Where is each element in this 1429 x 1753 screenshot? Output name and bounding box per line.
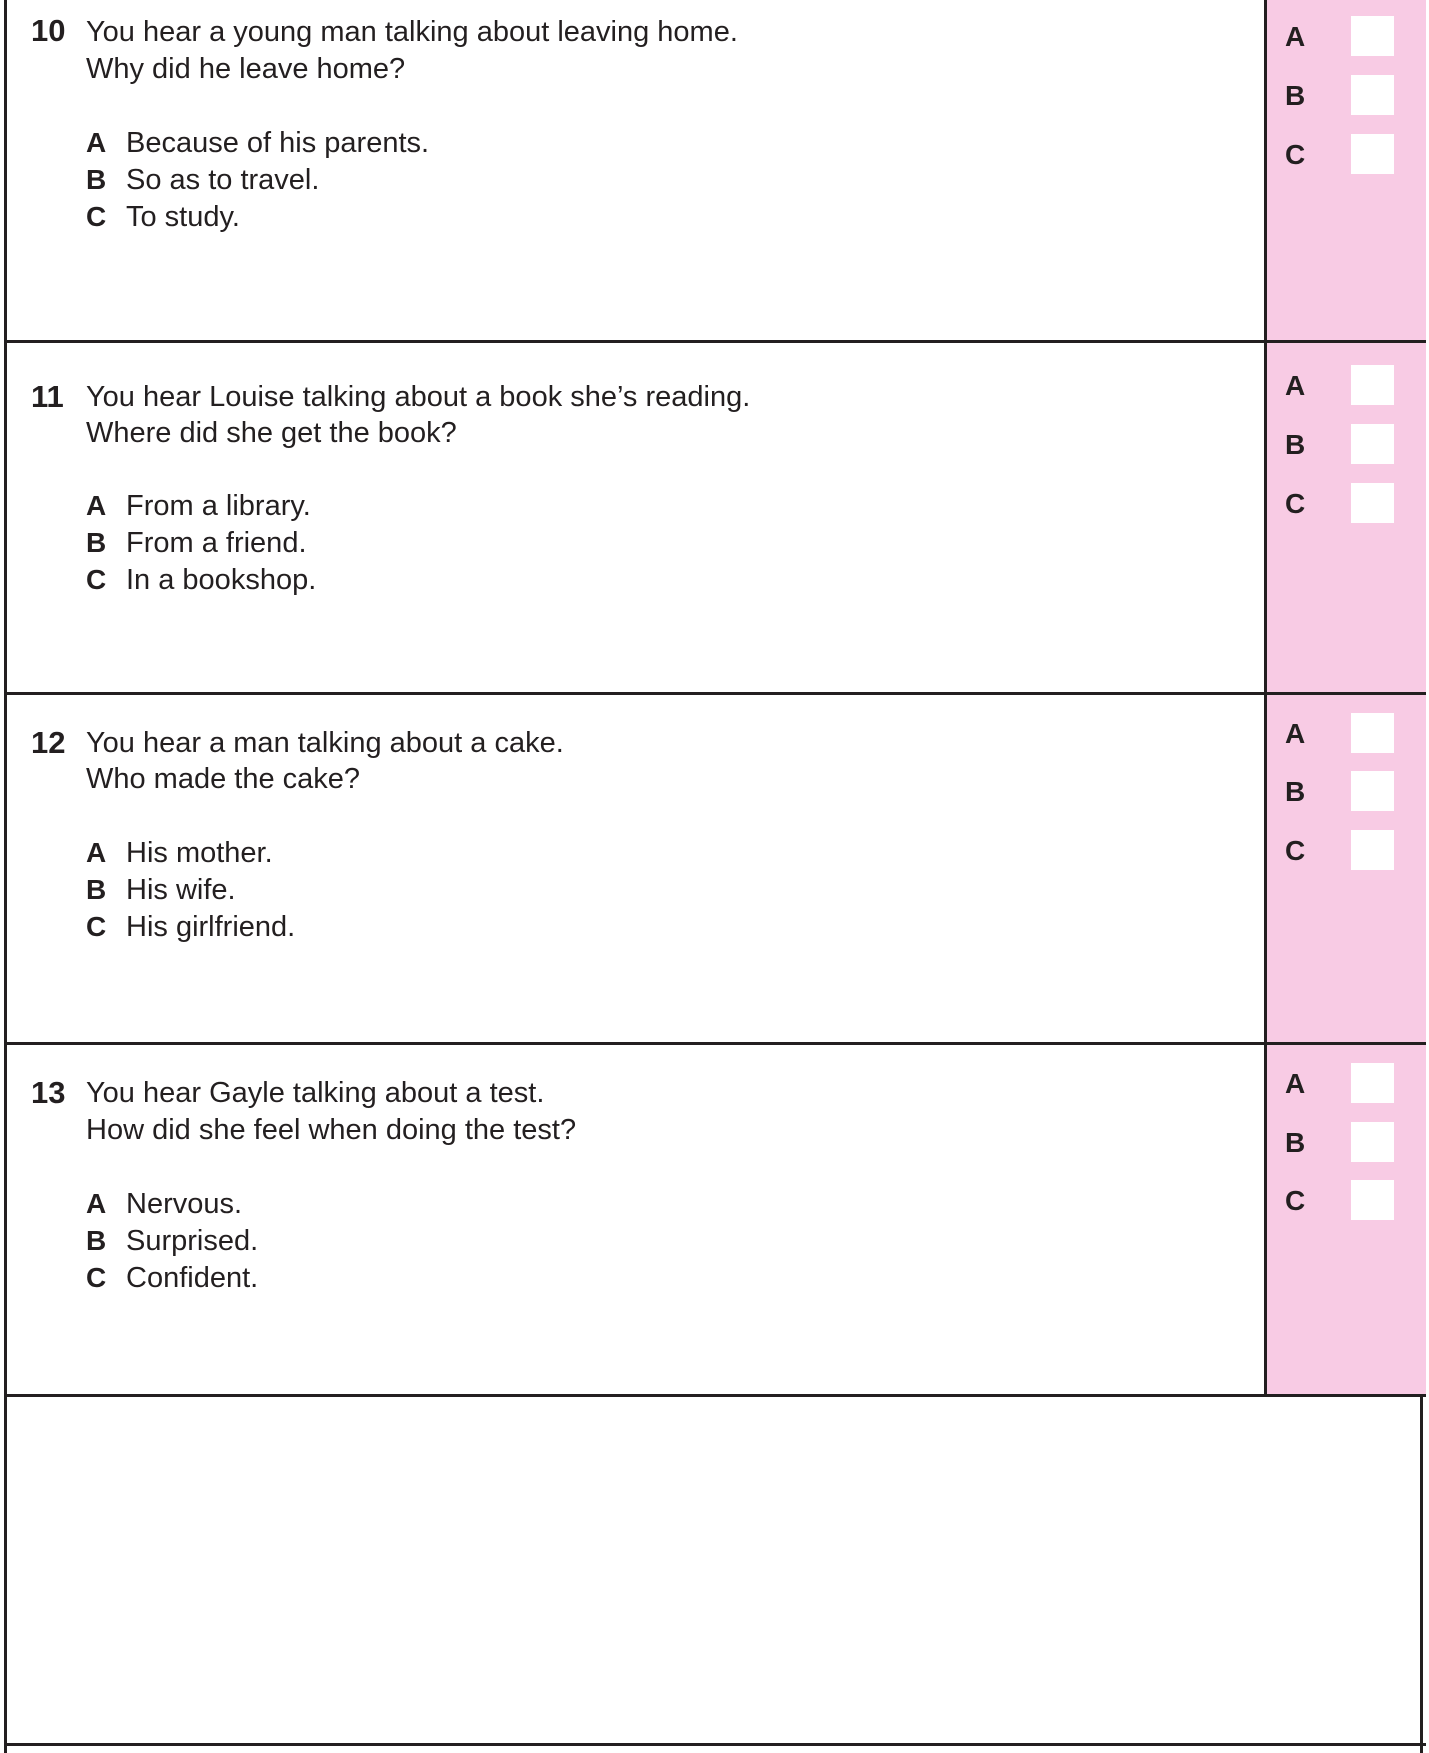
answer-panel <box>1267 695 1426 1042</box>
answer-letter-c: C <box>1285 139 1306 170</box>
answer-box-a[interactable] <box>1351 365 1394 405</box>
option-letter: B <box>86 1225 107 1256</box>
answer-box-c[interactable] <box>1351 830 1394 870</box>
option-b <box>86 1222 258 1260</box>
option-letter: A <box>86 127 107 158</box>
question-text: Who made the cake? <box>86 763 361 795</box>
question-area <box>7 0 1267 340</box>
question-prompt: You hear Gayle talking about a test. <box>86 1077 545 1109</box>
option-text: From a library. <box>126 490 311 522</box>
option-a <box>86 834 273 872</box>
option-letter: C <box>86 564 107 595</box>
option-text: To study. <box>126 201 240 233</box>
answer-letter-c: C <box>1285 835 1306 866</box>
option-letter: A <box>86 1188 107 1219</box>
option-letter: C <box>86 201 107 232</box>
option-a <box>86 124 429 162</box>
option-b <box>86 161 319 199</box>
question-row-11 <box>7 343 1426 695</box>
question-area <box>7 1045 1267 1394</box>
answer-letter-c: C <box>1285 1185 1306 1216</box>
question-row-12 <box>7 695 1426 1045</box>
question-text: How did she feel when doing the test? <box>86 1114 577 1146</box>
option-letter: A <box>86 837 107 868</box>
answer-box-b[interactable] <box>1351 1122 1394 1162</box>
option-letter: B <box>86 874 107 905</box>
option-text: From a friend. <box>126 527 307 559</box>
answer-letter-a: A <box>1285 718 1306 749</box>
answer-box-c[interactable] <box>1351 134 1394 174</box>
option-text: Because of his parents. <box>126 127 430 159</box>
question-row-10 <box>7 0 1426 343</box>
answer-box-b[interactable] <box>1351 424 1394 464</box>
question-prompt: You hear a man talking about a cake. <box>86 727 564 759</box>
answer-letter-a: A <box>1285 370 1306 401</box>
question-number: 12 <box>31 725 66 760</box>
question-number: 11 <box>31 379 64 414</box>
answer-box-a[interactable] <box>1351 1063 1394 1103</box>
option-text: Surprised. <box>126 1225 259 1257</box>
blank-section <box>7 1397 1426 1746</box>
answer-letter-c: C <box>1285 488 1306 519</box>
option-b <box>86 524 307 562</box>
answer-box-b[interactable] <box>1351 75 1394 115</box>
option-text: So as to travel. <box>126 164 320 196</box>
answer-box-c[interactable] <box>1351 1180 1394 1220</box>
answer-letter-a: A <box>1285 1068 1306 1099</box>
option-letter: B <box>86 527 107 558</box>
answer-letter-b: B <box>1285 429 1306 460</box>
question-area <box>7 343 1267 692</box>
option-c <box>86 198 240 236</box>
option-text: In a bookshop. <box>126 564 317 596</box>
answer-panel <box>1267 343 1426 692</box>
question-area <box>7 695 1267 1042</box>
answer-letter-a: A <box>1285 21 1306 52</box>
question-number: 10 <box>31 13 66 48</box>
answer-panel <box>1267 1045 1426 1394</box>
answer-letter-b: B <box>1285 1127 1306 1158</box>
option-text: His mother. <box>126 837 273 869</box>
option-letter: B <box>86 164 107 195</box>
answer-box-a[interactable] <box>1351 16 1394 56</box>
question-text: Why did he leave home? <box>86 53 406 85</box>
answer-box-a[interactable] <box>1351 713 1394 753</box>
option-text: Nervous. <box>126 1188 243 1220</box>
question-number: 13 <box>31 1075 66 1110</box>
option-b <box>86 871 236 909</box>
option-a <box>86 487 311 525</box>
answer-box-c[interactable] <box>1351 483 1394 523</box>
answer-box-b[interactable] <box>1351 771 1394 811</box>
question-prompt: You hear Louise talking about a book she’s reading. <box>86 381 751 413</box>
question-text: Where did she get the book? <box>86 417 457 449</box>
option-c <box>86 561 316 599</box>
option-a <box>86 1185 242 1223</box>
option-letter: C <box>86 911 107 942</box>
question-prompt: You hear a young man talking about leaving home. <box>86 16 738 48</box>
option-text: His girlfriend. <box>126 911 296 943</box>
option-c <box>86 1259 258 1297</box>
option-letter: A <box>86 490 107 521</box>
answer-letter-b: B <box>1285 776 1306 807</box>
question-row-13 <box>7 1045 1426 1397</box>
option-letter: C <box>86 1262 107 1293</box>
answer-sheet <box>4 0 1423 1753</box>
answer-letter-b: B <box>1285 80 1306 111</box>
answer-panel <box>1267 0 1426 340</box>
option-text: Confident. <box>126 1262 259 1294</box>
option-text: His wife. <box>126 874 236 906</box>
option-c <box>86 908 295 946</box>
